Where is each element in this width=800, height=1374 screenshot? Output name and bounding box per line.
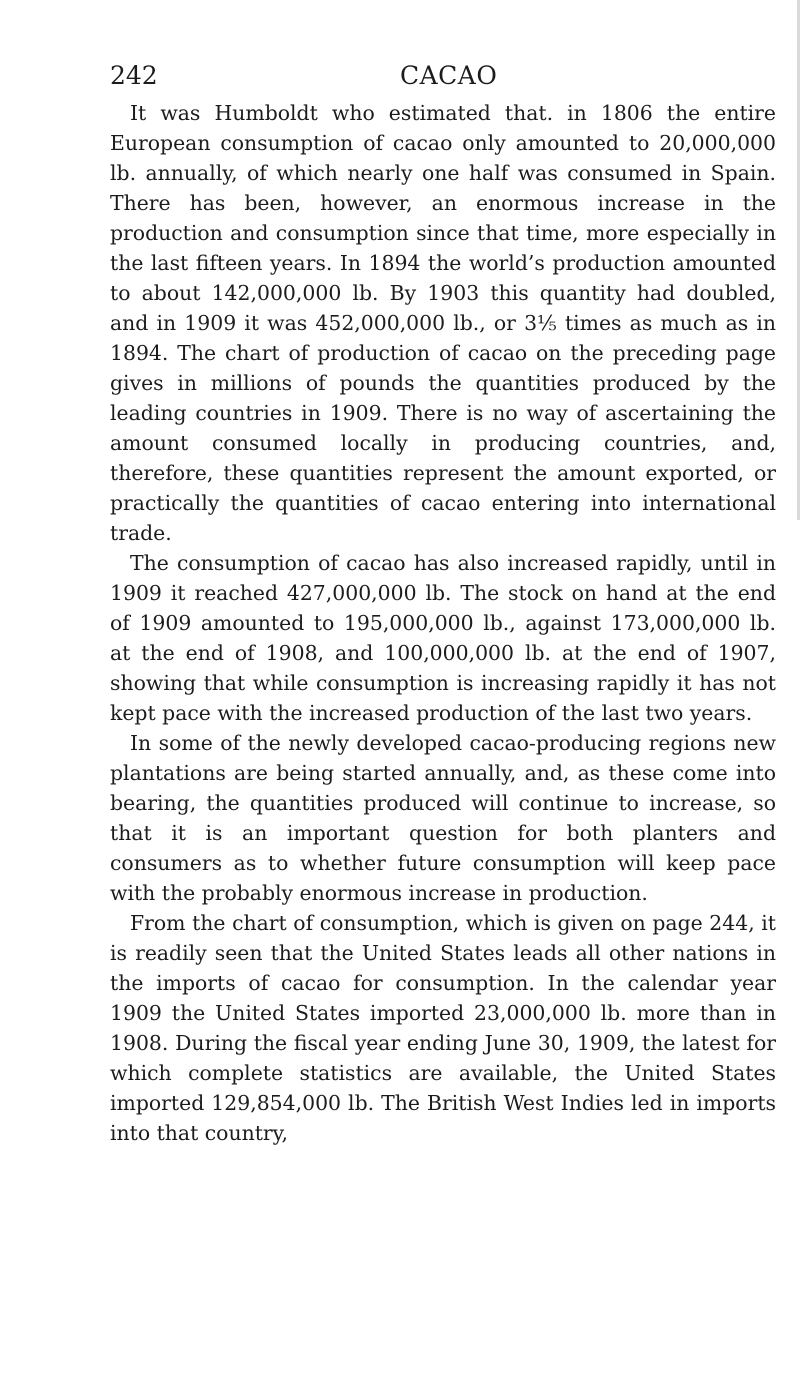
running-title: CACAO — [400, 61, 498, 90]
running-head — [110, 58, 778, 94]
paragraph-new-plantations: In some of the newly developed cacao-producing regions new plantations are being started annually, and, as these come into bearing, the quantities produced will continue to increase, so that it is an important question for both planters and consumers as to whether future consumption will keep pace with the probably enormous increase in production. — [110, 731, 776, 905]
paragraph-united-states-imports: From the chart of consumption, which is given on page 244, it is readily seen that the United States leads all other nations in the imports of cacao for consumption. In the calendar year 1909 the United States imported 23,000,000 lb. more than in 1908. During the fiscal year ending June 30, 1909, the latest for which complete statistics are available, the United States imported 129,854,000 lb. The British West Indies led in imports into that country, — [110, 911, 776, 1145]
paragraph-consumption-increase: The consumption of cacao has also increased rapidly, until in 1909 it reached 427,000,000 lb. The stock on hand at the end of 1909 amounted to 195,000,000 lb., against 173,000,000 lb. at the end of 1908, and 100,000,000 lb. at the end of 1907, showing that while consumption is increasing rapidly it has not kept pace with the increased production of the last two years. — [110, 551, 776, 725]
body-text — [110, 98, 776, 1148]
page-number: 242 — [110, 61, 158, 90]
paragraph-humboldt-estimate: It was Humboldt who estimated that. in 1806 the entire European consumption of cacao only amounted to 20,000,000 lb. annually, of which nearly one half was consumed in Spain. There has been, however, an enormous increase in the production and consumption since that time, more especially in the last fifteen years. In 1894 the world’s production amounted to about 142,000,000 lb. By 1903 this quantity had doubled, and in 1909 it was 452,000,000 lb., or 3⅕ times as much as in 1894. The chart of production of cacao on the preceding page gives in millions of pounds the quantities produced by the leading countries in 1909. There is no way of ascertaining the amount consumed locally in producing countries, and, therefore, these quantities represent the amount exported, or practically the quantities of cacao entering into international trade. — [110, 101, 776, 545]
